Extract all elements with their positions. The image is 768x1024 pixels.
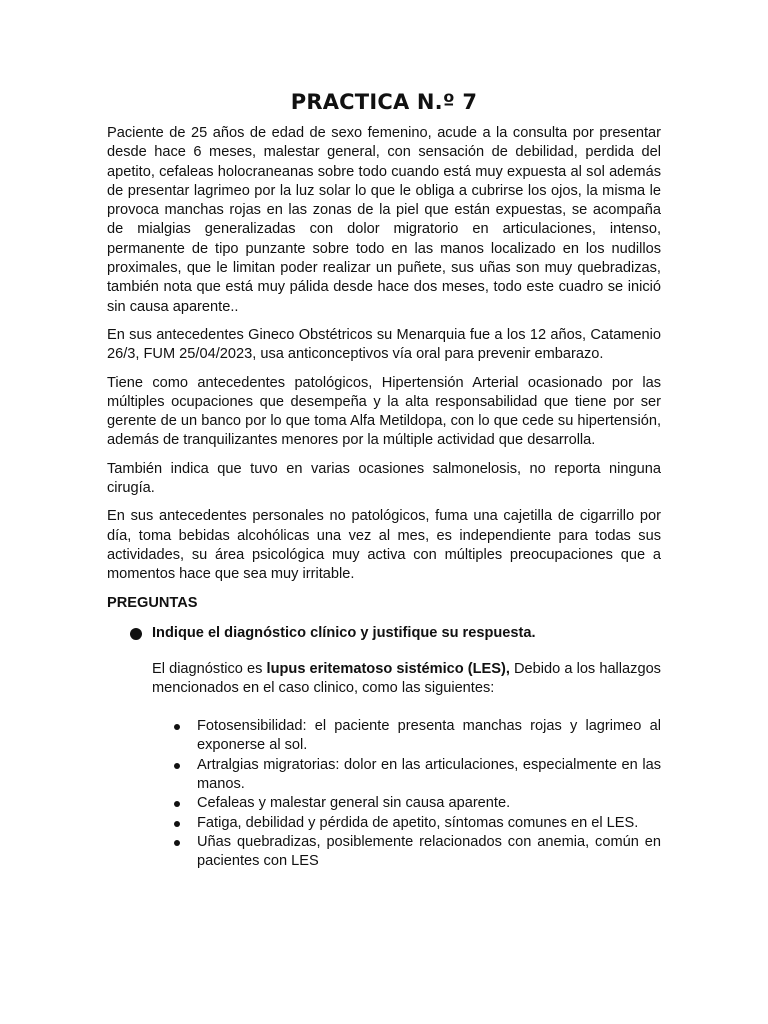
list-item — [174, 814, 661, 833]
bullet-icon — [174, 763, 180, 769]
document-title: PRACTICA N.º 7 — [290, 90, 478, 114]
bullet-icon — [130, 628, 142, 640]
finding-text: Fatiga, debilidad y pérdida de apetito, síntomas comunes en el LES. — [197, 814, 639, 831]
paragraph-non-pathological-history: En sus antecedentes personales no patológicos, fuma una cajetilla de cigarrillo por día, toma bebidas alcohólicas una vez al mes, es independiente para todas sus actividades, su área psicológica muy activa con múltiples preocupaciones que a momentos hace que sea muy irritable. — [107, 508, 661, 583]
bullet-icon — [174, 724, 180, 730]
paragraph-infection-history: También indica que tuvo en varias ocasiones salmonelosis, no reporta ninguna cirugía. — [107, 460, 661, 497]
finding-text: Uñas quebradizas, posiblemente relacionados con anemia, común en pacientes con LES — [197, 833, 661, 870]
finding-text: Cefaleas y malestar general sin causa aparente. — [197, 795, 511, 812]
answer-diagnosis: lupus eritematoso sistémico (LES), — [266, 660, 510, 677]
bullet-icon — [174, 821, 180, 827]
answer-suffix: Debido a los hallazgos mencionados en el caso clinico, como las siguientes: — [152, 660, 661, 696]
question-item — [107, 624, 661, 643]
document-page — [107, 90, 661, 872]
answer-prefix: El diagnóstico es — [152, 660, 267, 677]
finding-text: Fotosensibilidad: el paciente presenta manchas rojas y lagrimeo al exponerse al sol. — [197, 718, 661, 754]
answer-paragraph — [152, 660, 661, 699]
paragraph-gyneco-obstetric-history: En sus antecedentes Gineco Obstétricos su Menarquia fue a los 12 años, Catamenio 26/3, FUM 25/04/2023, usa anticonceptivos vía oral para prevenir embarazo. — [107, 326, 661, 363]
finding-text: Artralgias migratorias: dolor en las articulaciones, especialmente en las manos. — [197, 756, 661, 793]
bullet-icon — [174, 840, 180, 846]
question-text: Indique el diagnóstico clínico y justifique su respuesta. — [152, 624, 536, 641]
list-item — [174, 717, 661, 756]
list-item — [174, 833, 661, 872]
questions-heading: PREGUNTAS — [107, 594, 198, 611]
paragraph-case-presentation: Paciente de 25 años de edad de sexo femenino, acude a la consulta por presentar desde hace 6 meses, malestar general, con sensación de debilidad, perdida del apetito, cefaleas holocraneanas sobre todo cuando está muy expuesta al sol además de presentar lagrimeo por la luz solar lo que le obliga a cubrirse los ojos, la misma le provoca manchas rojas en las zonas de la piel que están expuestas, se acompaña de mialgias generalizadas con dolor migratorio en articulaciones, intenso, permanente de tipo punzante sobre todo en las manos localizado en los nudillos proximales, que le limitan poder realizar un puñete, sus uñas son muy quebradizas, también nota que está muy pálida desde hace dos meses, todo este cuadro se inició sin causa aparente.. — [107, 125, 661, 315]
findings-list — [174, 717, 661, 871]
list-item — [174, 756, 661, 795]
list-item — [174, 794, 661, 813]
paragraph-pathological-history: Tiene como antecedentes patológicos, Hipertensión Arterial ocasionado por las múltiples ocupaciones que desempeña y la alta responsabilidad que tiene por ser gerente de un banco por lo que toma Alfa Metildopa, con lo que cede su hipertensión, además de tranquilizantes menores por la múltiple actividad que desarrolla. — [107, 374, 661, 449]
bullet-icon — [174, 801, 180, 807]
